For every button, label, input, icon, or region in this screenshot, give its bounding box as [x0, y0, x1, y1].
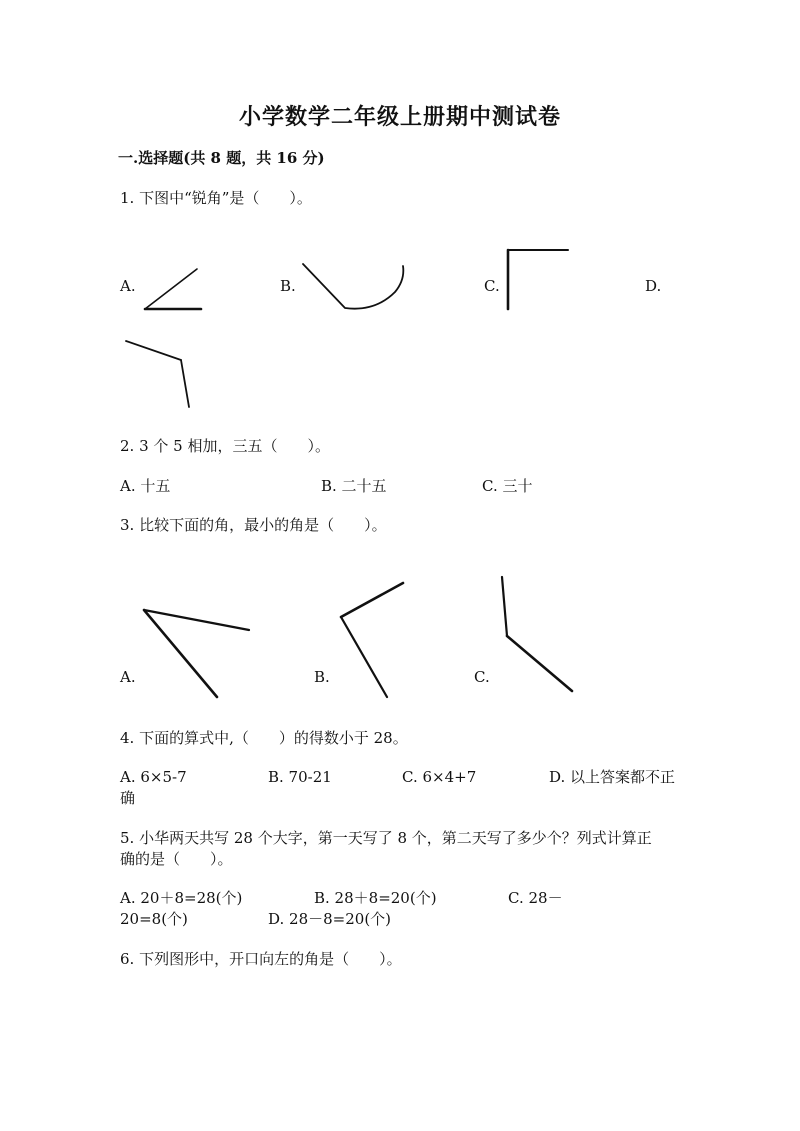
q1-option-d-label: D.: [645, 277, 662, 295]
q1-curve-b-figure: [303, 264, 403, 309]
question-3-stem: 3. 比较下面的角，最小的角是（ ）。: [120, 516, 387, 534]
q4-option-b: B. 70-21: [268, 768, 332, 786]
q5-option-d: D. 28－8=20(个): [268, 910, 392, 928]
q3-option-c-label: C.: [474, 668, 490, 686]
question-2-stem: 2. 3 个 5 相加，三五（ ）。: [120, 437, 330, 455]
q5-option-c: C. 28－: [508, 889, 563, 907]
q2-option-c: C. 三十: [482, 477, 533, 495]
q2-option-b: B. 二十五: [321, 477, 387, 495]
q4-option-a: A. 6×5-7: [120, 768, 187, 786]
question-5-stem-line1: 5. 小华两天共写 28 个大字，第一天写了 8 个，第二天写了多少个？列式计算正: [120, 829, 652, 847]
question-5-stem-line2: 确的是（ ）。: [120, 850, 233, 868]
q4-option-d: D. 以上答案都不正: [549, 768, 676, 786]
q1-right-angle-c-figure: [508, 250, 568, 309]
q2-option-a: A. 十五: [120, 477, 171, 495]
q5-option-b: B. 28＋8=20(个): [314, 889, 437, 907]
q3-option-b-label: B.: [314, 668, 330, 686]
q1-option-c-label: C.: [484, 277, 500, 295]
q1-option-a-label: A.: [120, 277, 136, 295]
section-heading: 一.选择题(共 8 题，共 16 分): [118, 149, 325, 167]
q3-angle-c-figure: [502, 577, 572, 691]
q1-angle-a-figure: [145, 269, 201, 309]
q4-option-c: C. 6×4+7: [402, 768, 477, 786]
q5-option-c-wrap: 20=8(个): [120, 910, 188, 928]
question-4-stem: 4. 下面的算式中,（ ）的得数小于 28。: [120, 729, 408, 747]
q3-option-a-label: A.: [120, 668, 136, 686]
q1-option-b-label: B.: [280, 277, 296, 295]
question-6-stem: 6. 下列图形中，开口向左的角是（ ）。: [120, 950, 402, 968]
q4-option-d-wrap: 确: [120, 789, 136, 807]
page-title: 小学数学二年级上册期中测试卷: [238, 104, 561, 130]
q3-angle-a-figure: [144, 610, 249, 697]
q5-option-a: A. 20＋8=28(个): [120, 889, 243, 907]
question-1-stem: 1. 下图中“锐角”是（ ）。: [120, 189, 312, 207]
q3-angle-b-figure: [341, 583, 403, 697]
q1-obtuse-angle-d-figure: [126, 341, 189, 407]
